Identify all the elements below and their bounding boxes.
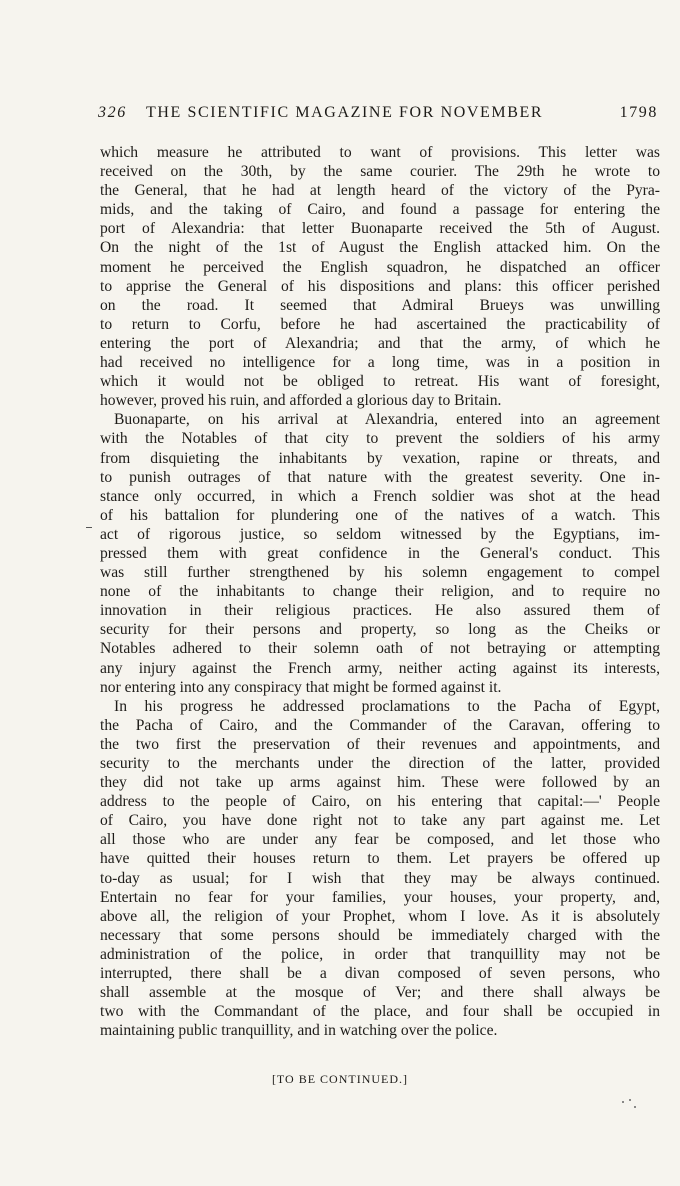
text-line: to apprise the General of his dispositions and plans: this officer perished <box>100 277 660 295</box>
text-line: of Cairo, you have done right not to take any part against me. Let <box>100 812 660 830</box>
text-line: innovation in their religious practices. He also assured them of <box>100 602 660 620</box>
text-line: two with the Commandant of the place, and four shall be occupied in <box>100 1003 660 1021</box>
text-line: interrupted, there shall be a divan composed of seven persons, who <box>100 965 660 983</box>
text-line: Entertain no fear for your families, your houses, your property, and, <box>100 888 660 906</box>
text-line: on the road. It seemed that Admiral Brueys was unwilling <box>100 296 660 314</box>
text-line: mids, and the taking of Cairo, and found a passage for entering the <box>100 201 660 219</box>
text-line: pressed them with great confidence in the General's conduct. This <box>100 544 660 562</box>
running-head <box>98 104 658 128</box>
running-title: THE SCIENTIFIC MAGAZINE FOR NOVEMBER <box>146 104 544 121</box>
text-line: stance only occurred, in which a French soldier was shot at the head <box>100 487 660 505</box>
margin-mark <box>86 527 92 528</box>
text-line: act of rigorous justice, so seldom witnessed by the Egyptians, im- <box>100 525 660 543</box>
text-line: to-day as usual; for I wish that they may be always continued. <box>100 869 660 887</box>
text-line: the two first the preservation of their revenues and appointments, and <box>100 735 660 753</box>
page-number: 326 <box>98 104 127 121</box>
text-line: security to the merchants under the direction of the latter, provided <box>100 755 660 772</box>
text-line: On the night of the 1st of August the English attacked him. On the <box>100 239 660 257</box>
text-line: address to the people of Cairo, on his entering that capital:—' People <box>100 793 660 811</box>
text-line: Notables adhered to their solemn oath of not betraying or attempting <box>100 640 660 658</box>
text-line: which measure he attributed to want of provisions. This letter was <box>100 144 660 161</box>
text-line: In his progress he addressed proclamations to the Pacha of Egypt, <box>114 697 660 715</box>
text-line: nor entering into any conspiracy that might be formed against it. <box>100 678 502 696</box>
text-line: was still further strengthened by his solemn engagement to compel <box>100 564 660 582</box>
continued-note: [TO BE CONTINUED.] <box>271 1072 409 1086</box>
text-line: have quitted their houses return to them. Let prayers be offered up <box>100 850 660 868</box>
text-line: port of Alexandria: that letter Buonaparte received the 5th of August. <box>100 220 660 238</box>
text-line: had received no intelligence for a long time, was in a position in <box>100 354 660 372</box>
text-line: to punish outrages of that nature with the greatest severity. One in- <box>100 468 660 486</box>
text-line: necessary that some persons should be immediately charged with the <box>100 926 660 944</box>
text-line: with the Notables of that city to prevent the soldiers of his army <box>100 430 660 448</box>
text-line: none of the inhabitants to change their religion, and to require no <box>100 583 660 601</box>
text-line: which it would not be obliged to retreat. His want of foresight, <box>100 373 660 391</box>
text-line: all those who are under any fear be composed, and let those who <box>100 831 660 849</box>
text-line: the Pacha of Cairo, and the Commander of the Caravan, offering to <box>100 716 660 734</box>
text-line: above all, the religion of your Prophet, whom I love. As it is absolutely <box>100 907 660 925</box>
running-year: 1798 <box>619 104 658 121</box>
text-line: security for their persons and property, so long as the Cheiks or <box>100 621 660 639</box>
text-line: shall assemble at the mosque of Ver; and there shall always be <box>100 984 660 1002</box>
print-specks <box>620 1098 640 1112</box>
text-line: from disquieting the inhabitants by vexation, rapine or threats, and <box>100 449 660 467</box>
article-body <box>100 143 660 1040</box>
text-line: they did not take up arms against him. These were followed by an <box>100 774 660 792</box>
text-line: administration of the police, in order that tranquillity may not be <box>100 945 660 963</box>
text-line: maintaining public tranquillity, and in watching over the police. <box>100 1022 498 1040</box>
text-line: however, proved his ruin, and afforded a glorious day to Britain. <box>100 392 502 410</box>
text-line: entering the port of Alexandria; and that the army, of which he <box>100 334 660 352</box>
text-line: to return to Corfu, before he had ascertained the practicability of <box>100 315 660 333</box>
text-line: any injury against the French army, neither acting against its interests, <box>100 659 660 677</box>
text-line: of his battalion for plundering one of the natives of a watch. This <box>100 506 660 524</box>
text-line: received on the 30th, by the same courier. The 29th he wrote to <box>100 163 660 181</box>
text-line: Buonaparte, on his arrival at Alexandria, entered into an agreement <box>114 411 660 429</box>
text-line: the General, that he had at length heard of the victory of the Pyra- <box>100 182 660 200</box>
text-line: moment he perceived the English squadron, he dispatched an officer <box>100 258 660 276</box>
